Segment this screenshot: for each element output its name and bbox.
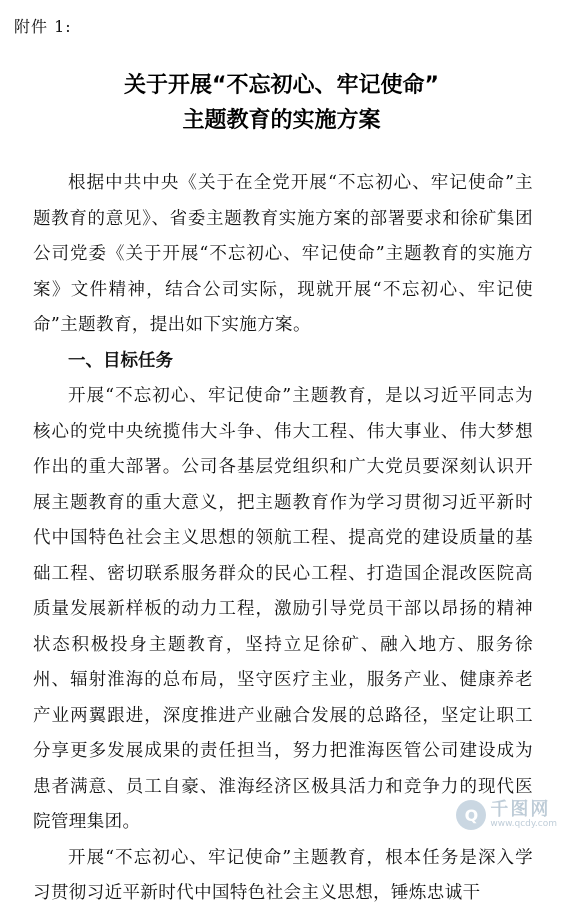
watermark-logo-icon: Q [456, 800, 486, 830]
watermark-text [490, 800, 557, 830]
document-title-line-2: 主题教育的实施方案 [182, 108, 381, 133]
watermark-name: 千图网 [490, 799, 551, 821]
site-watermark [456, 800, 557, 830]
intro-paragraph: 根据中共中央《关于在全党开展“不忘初心、牢记使命”主题教育的意见》、省委主题教育实施方案的部署要求和徐矿集团公司党委《关于开展“不忘初心、牢记使命”主题教育的实施方案》文件精神，结合公司实际，现就开展“不忘初心、牢记使命”主题教育，提出如下实施方案。 [33, 173, 533, 335]
watermark-url: www.qcdy.com [490, 818, 557, 829]
body-paragraph: 开展“不忘初心、牢记使命”主题教育，根本任务是深入学习贯彻习近平新时代中国特色社会主义思想，锤炼忠诚干 [33, 847, 533, 903]
section-heading: 一、目标任务 [68, 350, 173, 371]
document-title-line-1: 关于开展“不忘初心、牢记使命” [124, 73, 439, 98]
attachment-label: 附件 1: [14, 17, 72, 36]
body-paragraph: 开展“不忘初心、牢记使命”主题教育，是以习近平同志为核心的党中央统揽伟大斗争、伟大工程、伟大事业、伟大梦想作出的重大部署。公司各基层党组织和广大党员要深刻认识开展主题教育的重大意义，把主题教育作为学习贯彻习近平新时代中国特色社会主义思想的领航工程、提高党的建设质量的基础工程、密切联系服务群众的民心工程、打造国企混改医院高质量发展新样板的动力工程，激励引导党员干部以昂扬的精神状态积极投身主题教育，坚持立足徐矿、融入地方、服务徐州、辐射淮海的总布局，坚守医疗主业，服务产业、健康养老产业两翼跟进，深度推进产业融合发展的总路径，坚定让职工分享更多发展成果的责任担当，努力把淮海医管公司建设成为患者满意、员工自豪、淮海经济区极具活力和竞争力的现代医院管理集团。 [33, 386, 533, 832]
